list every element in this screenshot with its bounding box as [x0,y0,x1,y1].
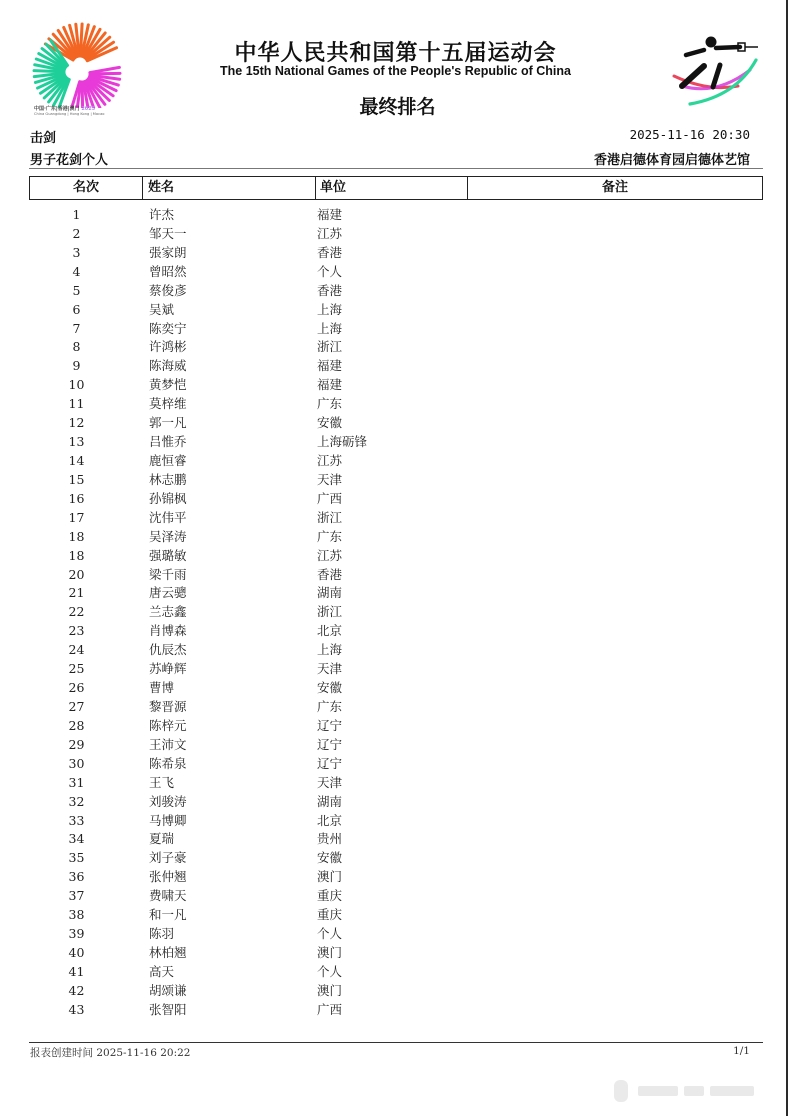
table-row [29,489,763,508]
event-datetime: 2025-11-16 20:30 [629,127,750,142]
table-row [29,905,763,924]
column-header-note: 备注 [601,180,628,195]
rank-cell: 12 [68,415,85,431]
unit-cell: 湖南 [317,793,343,809]
unit-cell: 江苏 [317,547,343,563]
unit-cell: 安徽 [317,850,343,866]
name-cell: 陈海威 [149,358,187,374]
note-cell [507,451,763,470]
note-cell [507,792,763,811]
table-row [29,470,763,489]
name-cell: 苏峥辉 [149,661,187,677]
table-row [29,300,763,319]
name-cell: 莫梓维 [149,396,187,412]
name-cell: 林柏翘 [149,944,187,960]
rank-cell: 27 [68,698,85,714]
unit-cell: 安徽 [317,415,343,431]
rank-cell: 28 [68,717,85,733]
rank-cell: 8 [72,339,81,355]
name-cell: 郭一凡 [149,415,187,431]
table-row [29,243,763,262]
name-cell: 刘骏涛 [149,793,187,809]
note-cell [507,432,763,451]
rank-cell: 15 [68,471,85,487]
rank-cell: 14 [68,452,85,468]
note-cell [507,621,763,640]
rank-cell: 29 [68,736,85,752]
rank-cell: 31 [68,774,85,790]
unit-cell: 辽宁 [317,755,343,771]
name-cell: 黄梦恺 [149,377,187,393]
note-cell [507,262,763,281]
unit-cell: 澳门 [317,869,343,885]
rank-cell: 16 [68,490,85,506]
unit-cell: 广东 [317,698,343,714]
rank-cell: 36 [68,869,85,885]
note-cell [507,848,763,867]
rank-cell: 6 [72,301,81,317]
table-row [29,375,763,394]
name-cell: 黎晋源 [149,698,187,714]
unit-cell: 浙江 [317,604,343,620]
unit-cell: 个人 [317,263,343,279]
note-cell [507,281,763,300]
name-cell: 王沛文 [149,736,187,752]
note-cell [507,943,763,962]
name-cell: 王飞 [149,774,175,790]
unit-cell: 安徽 [317,680,343,696]
unit-cell: 辽宁 [317,736,343,752]
note-cell [507,337,763,356]
table-row [29,602,763,621]
rank-cell: 7 [72,320,81,336]
table-row [29,394,763,413]
unit-cell: 浙江 [317,339,343,355]
unit-cell: 辽宁 [317,717,343,733]
name-cell: 吕惟乔 [149,434,187,450]
rank-cell: 17 [68,509,85,525]
unit-cell: 上海砺锋 [317,434,368,450]
unit-cell: 上海 [317,642,343,658]
note-cell [507,527,763,546]
name-cell: 鹿恒睿 [149,452,187,468]
table-header [29,176,763,200]
name-cell: 胡颂谦 [149,982,187,998]
unit-cell: 个人 [317,926,343,942]
note-cell [507,640,763,659]
name-cell: 蔡俊彥 [149,282,187,298]
unit-cell: 广东 [317,396,343,412]
note-cell [507,319,763,338]
table-row [29,829,763,848]
rank-cell: 34 [68,831,85,847]
rank-cell: 41 [68,963,85,979]
table-row [29,924,763,943]
unit-cell: 香港 [317,244,343,260]
rank-cell: 39 [68,926,85,942]
name-cell: 强璐敏 [149,547,187,563]
table-row [29,792,763,811]
note-cell [507,735,763,754]
name-cell: 陈希泉 [149,755,187,771]
name-cell: 许杰 [149,207,175,222]
note-cell [507,602,763,621]
note-cell [507,243,763,262]
table-row [29,205,763,224]
rank-cell: 37 [68,888,85,904]
table-row [29,413,763,432]
sport-label: 击剑 [30,131,57,146]
table-row [29,640,763,659]
unit-cell: 广东 [317,528,343,544]
name-cell: 费啸天 [149,888,187,904]
unit-cell: 香港 [317,282,343,298]
unit-cell: 北京 [317,812,343,828]
note-cell [507,565,763,584]
emblem-caption-year: 2025 [81,106,96,112]
report-created-time: 报表创建时间 2025-11-16 20:22 [30,1047,191,1059]
note-cell [507,773,763,792]
rank-cell: 18 [68,547,85,563]
rank-cell: 30 [68,755,85,771]
note-cell [507,829,763,848]
venue-label: 香港启德体育园启德体艺馆 [593,153,750,168]
rank-cell: 18 [68,528,85,544]
note-cell [507,413,763,432]
rank-cell: 42 [68,982,85,998]
table-row [29,527,763,546]
column-header-unit: 单位 [316,177,468,199]
unit-cell: 江苏 [317,225,343,241]
note-cell [507,697,763,716]
name-cell: 陈梓元 [149,717,187,733]
unit-cell: 重庆 [317,888,343,904]
column-header-name: 姓名 [143,177,316,199]
rank-cell: 13 [68,434,85,450]
unit-cell: 贵州 [317,831,343,847]
name-cell: 肖博森 [149,623,187,639]
note-cell [507,905,763,924]
unit-cell: 湖南 [317,585,343,601]
name-cell: 梁千雨 [149,566,187,582]
rank-cell: 4 [72,263,81,279]
header-divider [29,168,763,169]
table-row [29,337,763,356]
unit-cell: 个人 [317,963,343,979]
table-row [29,773,763,792]
unit-cell: 广西 [317,490,343,506]
table-row [29,716,763,735]
column-header-rank: 名次 [30,177,143,199]
rank-cell: 9 [72,358,81,374]
rank-cell: 20 [68,566,85,582]
table-row [29,1000,763,1019]
name-cell: 仇辰杰 [149,642,187,658]
note-cell [507,583,763,602]
unit-cell: 北京 [317,623,343,639]
table-row [29,811,763,830]
rank-cell: 43 [68,1001,85,1017]
rank-cell: 32 [68,793,85,809]
table-row [29,451,763,470]
table-row [29,659,763,678]
rank-cell: 38 [68,907,85,923]
note-cell [507,659,763,678]
rank-cell: 1 [72,207,81,222]
table-row [29,697,763,716]
name-cell: 陈奕宁 [149,320,187,336]
rank-cell: 5 [72,282,81,298]
footer-divider [29,1042,763,1043]
note-cell [507,470,763,489]
unit-cell: 澳门 [317,982,343,998]
unit-cell: 福建 [317,207,343,222]
report-title: 最终排名 [359,96,436,118]
name-cell: 高天 [149,963,175,979]
rank-cell: 22 [68,604,85,620]
note-cell [507,754,763,773]
table-row [29,735,763,754]
table-row [29,262,763,281]
unit-cell: 浙江 [317,509,343,525]
note-cell [507,962,763,981]
event-label: 男子花剑个人 [30,153,109,168]
name-cell: 吴斌 [149,301,175,317]
watermark-icon [612,1078,762,1106]
table-row [29,281,763,300]
unit-cell: 澳门 [317,944,343,960]
note-cell [507,981,763,1000]
rank-cell: 21 [68,585,85,601]
table-row [29,754,763,773]
name-cell: 吴泽涛 [149,528,187,544]
fencing-pictogram-icon [668,30,763,112]
games-title-cn: 中华人民共和国第十五届运动会 [234,41,557,66]
unit-cell: 上海 [317,301,343,317]
unit-cell: 天津 [317,471,343,487]
rank-cell: 40 [68,944,85,960]
table-row [29,886,763,905]
note-cell [507,300,763,319]
name-cell: 陈羽 [149,926,175,942]
emblem-caption-cn: 中国·广东|香港|澳门 [34,106,80,112]
name-cell: 孙锦枫 [149,490,187,506]
rank-cell: 33 [68,812,85,828]
unit-cell: 重庆 [317,907,343,923]
table-row [29,583,763,602]
note-cell [507,394,763,413]
note-cell [507,811,763,830]
name-cell: 林志鹏 [149,471,187,487]
table-row [29,848,763,867]
note-cell [507,678,763,697]
unit-cell: 天津 [317,661,343,677]
note-cell [507,508,763,527]
table-row [29,678,763,697]
name-cell: 和一凡 [149,907,187,923]
table-row [29,546,763,565]
name-cell: 马博卿 [149,812,187,828]
note-cell [507,205,763,224]
unit-cell: 上海 [317,320,343,336]
name-cell: 曹博 [149,680,175,696]
rank-cell: 24 [68,642,85,658]
rank-cell: 3 [72,244,81,260]
rank-cell: 35 [68,850,85,866]
page-indicator: 1/1 [733,1045,750,1057]
page-edge [786,0,795,1116]
unit-cell: 福建 [317,377,343,393]
name-cell: 张仲翘 [149,869,187,885]
note-cell [507,867,763,886]
note-cell [507,924,763,943]
note-cell [507,886,763,905]
rank-cell: 25 [68,661,85,677]
name-cell: 唐云骢 [149,585,187,601]
note-cell [507,356,763,375]
games-title-en: The 15th National Games of the People's Republic of China [220,64,571,78]
note-cell [507,1000,763,1019]
emblem-caption-en: China Guangdong | Hong Kong | Macao [34,112,105,116]
table-row [29,962,763,981]
unit-cell: 江苏 [317,452,343,468]
name-cell: 邹天一 [149,225,187,241]
table-row [29,867,763,886]
name-cell: 張家朗 [149,244,187,260]
table-row [29,508,763,527]
rank-cell: 23 [68,623,85,639]
note-cell [507,375,763,394]
results-table-body [29,205,763,1019]
name-cell: 张智阳 [149,1001,187,1017]
unit-cell: 广西 [317,1001,343,1017]
name-cell: 曾昭然 [149,263,187,279]
table-row [29,356,763,375]
name-cell: 兰志鑫 [149,604,187,620]
note-cell [507,716,763,735]
name-cell: 许鸿彬 [149,339,187,355]
table-row [29,943,763,962]
name-cell: 夏瑞 [149,831,175,847]
note-cell [507,546,763,565]
rank-cell: 10 [68,377,85,393]
table-row [29,565,763,584]
unit-cell: 福建 [317,358,343,374]
rank-cell: 2 [72,225,81,241]
name-cell: 刘子豪 [149,850,187,866]
note-cell [507,224,763,243]
note-cell [507,489,763,508]
rank-cell: 11 [68,396,85,412]
name-cell: 沈伟平 [149,509,187,525]
table-row [29,621,763,640]
rank-cell: 26 [68,680,85,696]
table-row [29,319,763,338]
table-row [29,981,763,1000]
table-row [29,224,763,243]
unit-cell: 香港 [317,566,343,582]
table-row [29,432,763,451]
unit-cell: 天津 [317,774,343,790]
